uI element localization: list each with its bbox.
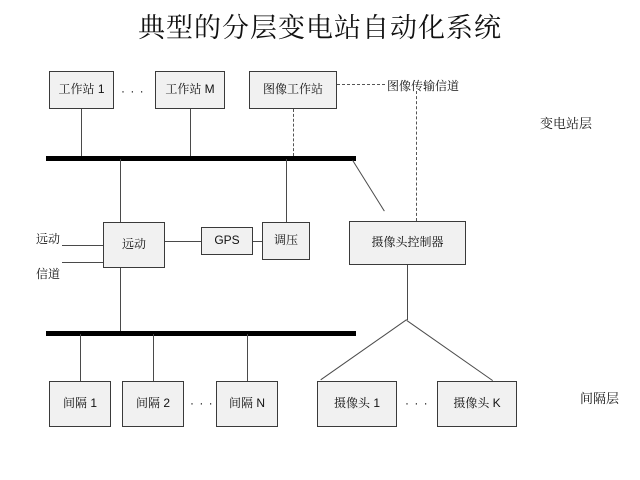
- remote-channel-label-2: 信道: [36, 267, 61, 281]
- image-channel-label: 图像传输信道: [387, 79, 460, 93]
- link-image-ws-bus: [293, 109, 294, 156]
- image-channel-drop: [416, 91, 417, 221]
- node-voltage-regulator[interactable]: 调压: [262, 222, 310, 260]
- link-controller-camera1: [320, 319, 407, 380]
- node-image-workstation[interactable]: 图像工作站: [249, 71, 337, 109]
- node-bay-1[interactable]: 间隔 1: [49, 381, 111, 427]
- link-bayn-bus: [247, 334, 248, 381]
- link-remote-channel-top: [62, 245, 103, 246]
- link-controller-camerak: [406, 320, 493, 381]
- link-rtu-station-bus: [120, 159, 121, 222]
- link-voltage-station-bus: [286, 159, 287, 222]
- link-camera-controller-station-bus: [352, 160, 385, 211]
- link-ws1-bus: [81, 109, 82, 156]
- remote-channel-label-1: 远动: [36, 232, 61, 246]
- ellipsis-workstations: · · ·: [121, 84, 145, 98]
- link-wsm-bus: [190, 109, 191, 156]
- page-title: 典型的分层变电站自动化系统: [138, 13, 502, 43]
- link-remote-channel-bottom: [62, 262, 103, 263]
- label-bay-level: 间隔层: [580, 391, 620, 406]
- ellipsis-bays: · · ·: [190, 396, 214, 410]
- node-camera-k[interactable]: 摄像头 K: [437, 381, 517, 427]
- ellipsis-cameras: · · ·: [405, 396, 429, 410]
- image-channel-line: [337, 84, 385, 85]
- node-camera-1[interactable]: 摄像头 1: [317, 381, 397, 427]
- node-camera-controller[interactable]: 摄像头控制器: [349, 221, 466, 265]
- link-bay1-bus: [80, 334, 81, 381]
- node-workstation-m[interactable]: 工作站 M: [155, 71, 225, 109]
- node-gps[interactable]: GPS: [201, 227, 253, 255]
- bay-level-bus: [46, 331, 356, 336]
- node-rtu[interactable]: 远动: [103, 222, 165, 268]
- node-workstation-1[interactable]: 工作站 1: [49, 71, 114, 109]
- station-level-bus: [46, 156, 356, 161]
- node-bay-n[interactable]: 间隔 N: [216, 381, 278, 427]
- link-bay2-bus: [153, 334, 154, 381]
- link-rtu-bay-bus: [120, 268, 121, 331]
- node-bay-2[interactable]: 间隔 2: [122, 381, 184, 427]
- link-rtu-gps: [165, 241, 201, 242]
- link-gps-voltage: [253, 241, 262, 242]
- link-controller-branch: [407, 265, 408, 320]
- label-station-level: 变电站层: [540, 116, 593, 131]
